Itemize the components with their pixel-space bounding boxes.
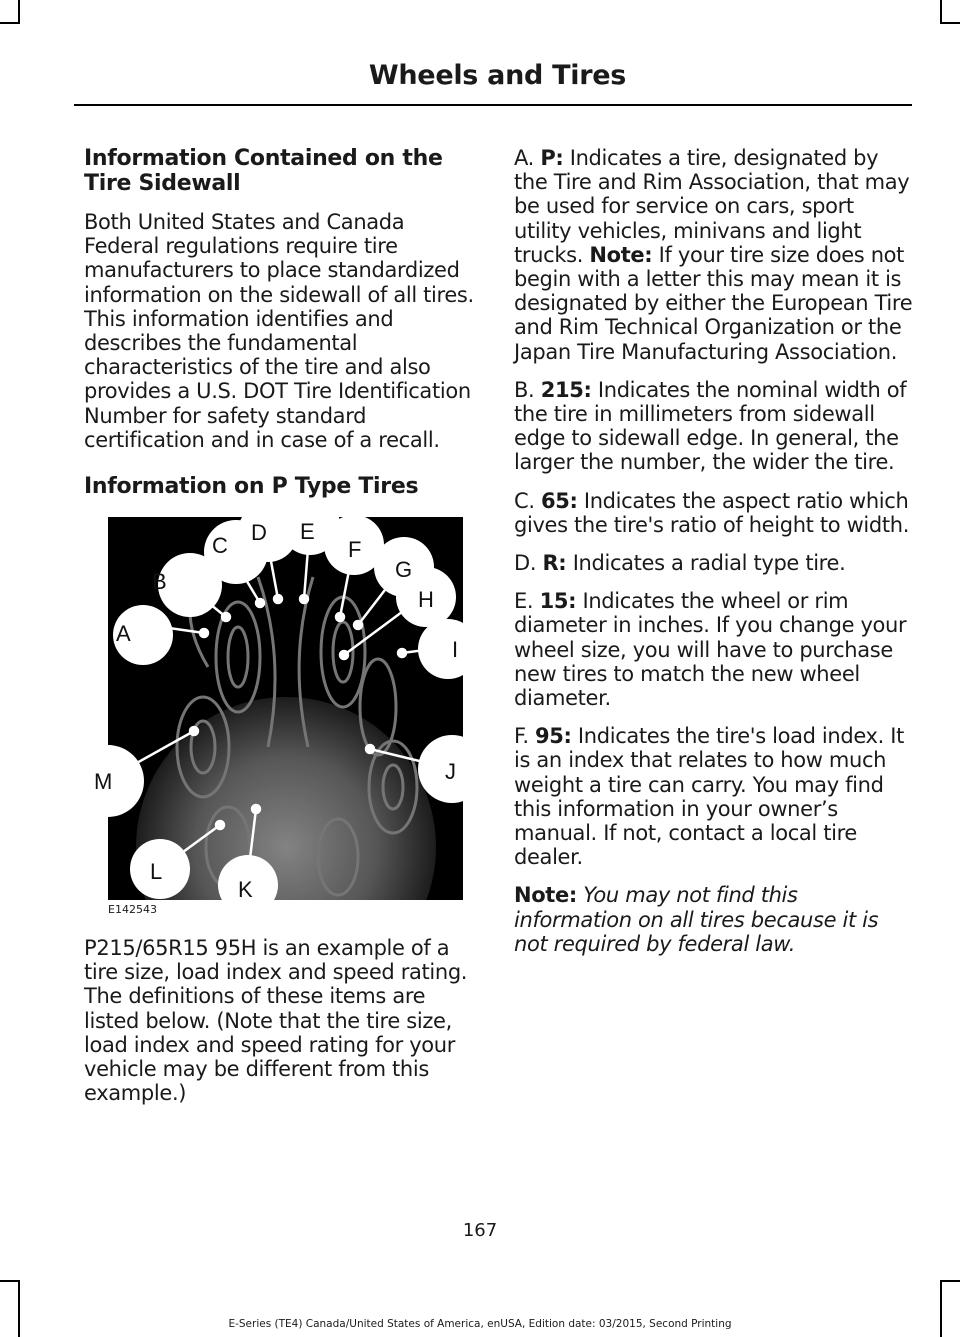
item-prefix: C. bbox=[514, 488, 535, 513]
callout-c: C bbox=[212, 533, 228, 559]
crop-mark bbox=[940, 0, 942, 24]
item-prefix: F. bbox=[514, 724, 529, 749]
item-key: 95: bbox=[535, 724, 572, 749]
item-text: Indicates a tire, designated by the Tire and Rim Association, that may be used for service on cars, sport utility vehicles, minivans and light trucks. bbox=[514, 146, 910, 267]
callout-h: H bbox=[418, 587, 434, 613]
callout-l: L bbox=[150, 859, 163, 885]
figure-code: E142543 bbox=[108, 903, 157, 917]
callout-d: D bbox=[251, 520, 267, 546]
callout-k: K bbox=[238, 877, 253, 903]
item-note-label: Note: bbox=[589, 242, 653, 267]
definition-item-b bbox=[514, 378, 914, 475]
footer-edition-info: E-Series (TE4) Canada/United States of America, enUSA, Edition date: 03/2015, Second Printing bbox=[228, 1318, 732, 1330]
example-paragraph: P215/65R15 95H is an example of a tire size, load index and speed rating. The definitions of these items are listed below. (Note that the tire size, load index and speed rating for your vehicle may be different from this example.) bbox=[84, 936, 468, 1106]
item-key: 65: bbox=[540, 488, 578, 513]
item-text: Indicates the wheel or rim diameter in inches. If you change your wheel size, you will have to purchase new tires to match the new wheel diameter. bbox=[514, 589, 907, 711]
tire-sidewall-figure bbox=[94, 517, 463, 917]
callout-i: I bbox=[452, 637, 459, 663]
item-note-text: If your tire size does not begin with a letter this may mean it is designated by either the European Tire and Rim Technical Organization or the Japan Tire Manufacturing Association. bbox=[514, 242, 913, 364]
crop-mark bbox=[940, 1280, 960, 1282]
callout-m: M bbox=[94, 769, 113, 795]
definition-item-c bbox=[514, 489, 914, 537]
note-label: Note: bbox=[514, 883, 577, 908]
page-number: 167 bbox=[462, 1220, 498, 1241]
item-key: 215: bbox=[540, 377, 592, 402]
item-key: 15: bbox=[539, 589, 577, 614]
section-heading-p-type: Information on P Type Tires bbox=[84, 474, 419, 500]
crop-mark bbox=[18, 0, 20, 24]
callout-g: G bbox=[395, 557, 413, 583]
definition-item-f bbox=[514, 724, 914, 869]
crop-mark bbox=[0, 22, 20, 24]
callout-letters bbox=[94, 517, 463, 903]
callout-j: J bbox=[445, 759, 456, 785]
item-prefix: D. bbox=[514, 551, 537, 576]
definition-item-e bbox=[514, 589, 914, 710]
item-key: P: bbox=[540, 146, 564, 170]
callout-e: E bbox=[300, 519, 315, 545]
crop-mark bbox=[940, 22, 960, 24]
right-column bbox=[514, 146, 914, 970]
item-text: Indicates the aspect ratio which gives the tire's ratio of height to width. bbox=[514, 488, 910, 537]
sidewall-paragraph: Both United States and Canada Federal regulations require tire manufacturers to place standardized information on the sidewall of all tires. This information identifies and describes the fundamental characteristics of the tire and also provides a U.S. DOT Tire Identification Number for safety standard certification and in case of a recall. bbox=[84, 210, 474, 452]
item-text: Indicates the tire's load index. It is an index that relates to how much weight a tire can carry. You may find this information in your owner’s manual. If not, contact a local tire dealer. bbox=[514, 724, 904, 870]
item-prefix: A. bbox=[514, 146, 534, 170]
item-text: Indicates the nominal width of the tire in millimeters from sidewall edge to sidewall edge. In general, the larger the number, the wider the tire. bbox=[514, 377, 907, 475]
page-header-title: Wheels and Tires bbox=[368, 60, 626, 91]
item-prefix: B. bbox=[514, 377, 535, 402]
note-text: You may not find this information on all tires because it is not required by federal law. bbox=[514, 883, 879, 956]
callout-f: F bbox=[348, 537, 362, 563]
definition-item-d bbox=[514, 551, 914, 575]
header-rule bbox=[74, 104, 912, 106]
crop-mark bbox=[0, 1280, 20, 1282]
callout-a: A bbox=[116, 621, 131, 647]
closing-note bbox=[514, 883, 914, 956]
item-key: R: bbox=[542, 551, 567, 576]
callout-b: B bbox=[152, 569, 167, 595]
left-column bbox=[84, 146, 484, 1119]
section-heading-sidewall: Information Contained on the Tire Sidewall bbox=[84, 146, 443, 196]
item-text: Indicates a radial type tire. bbox=[572, 551, 846, 576]
item-prefix: E. bbox=[514, 589, 534, 614]
definition-item-a bbox=[514, 146, 914, 364]
